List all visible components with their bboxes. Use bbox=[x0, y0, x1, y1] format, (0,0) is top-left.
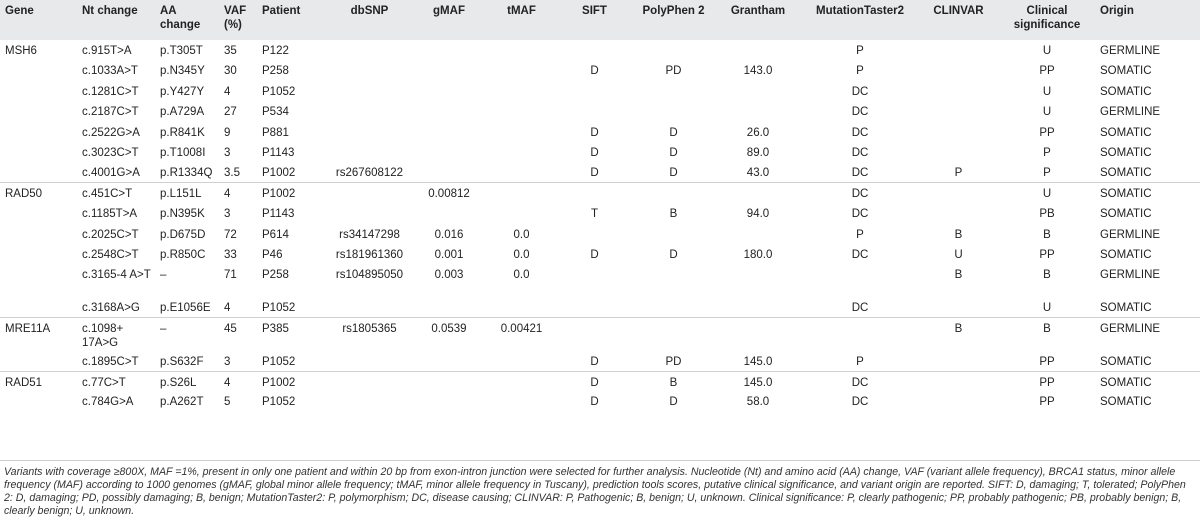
cell-dbsnp bbox=[327, 60, 411, 80]
cell-gmaf bbox=[411, 297, 486, 317]
cell-tmaf bbox=[486, 183, 556, 203]
table-row bbox=[0, 244, 1200, 264]
cell-patient: P122 bbox=[262, 45, 289, 57]
col-header-tmaf: tMAF bbox=[507, 5, 536, 17]
cell-origin: SOMATIC bbox=[1100, 146, 1152, 159]
cell-tmaf bbox=[486, 371, 556, 391]
col-header-grantham: Grantham bbox=[730, 5, 786, 17]
cell-tmaf bbox=[486, 203, 556, 223]
cell-gene bbox=[0, 81, 77, 101]
cell-patient: P881 bbox=[262, 126, 289, 139]
cell-clinical-significance: PP bbox=[1039, 396, 1055, 409]
cell-mutationtaster: P bbox=[856, 65, 864, 78]
cell-clinvar: U bbox=[954, 248, 963, 261]
cell-patient: P258 bbox=[262, 65, 289, 78]
cell-tmaf bbox=[486, 60, 556, 80]
col-header-dbsnp: dbSNP bbox=[350, 5, 389, 17]
cell-gmaf bbox=[411, 162, 486, 182]
cell-mutationtaster: DC bbox=[851, 376, 869, 389]
cell-vaf: 5 bbox=[224, 396, 231, 409]
cell-polyphen: PD bbox=[665, 65, 682, 78]
cell-vaf: 3 bbox=[224, 146, 231, 159]
cell-mutationtaster bbox=[801, 264, 918, 297]
cell-aa-change: p.A729A bbox=[160, 106, 205, 119]
cell-gene bbox=[0, 142, 77, 162]
cell-gmaf bbox=[411, 81, 486, 101]
cell-patient: P258 bbox=[262, 269, 289, 282]
cell-sift bbox=[556, 318, 632, 351]
cell-dbsnp bbox=[327, 122, 411, 142]
cell-sift: D bbox=[590, 248, 599, 261]
table-row bbox=[0, 371, 1200, 391]
cell-gene bbox=[0, 391, 77, 411]
col-header-sift: SIFT bbox=[582, 5, 607, 17]
cell-vaf: 30 bbox=[224, 65, 237, 78]
cell-nt-change: c.2548C>T bbox=[82, 248, 139, 261]
cell-gene bbox=[0, 60, 77, 80]
cell-tmaf bbox=[486, 81, 556, 101]
cell-origin: SOMATIC bbox=[1100, 248, 1152, 261]
cell-polyphen: B bbox=[669, 208, 678, 221]
cell-dbsnp bbox=[327, 371, 411, 391]
cell-tmaf bbox=[486, 142, 556, 162]
cell-polyphen bbox=[632, 40, 714, 60]
cell-tmaf bbox=[486, 40, 556, 60]
cell-vaf: 3.5 bbox=[224, 167, 240, 180]
cell-grantham: 180.0 bbox=[743, 248, 773, 261]
cell-mutationtaster: DC bbox=[851, 106, 869, 119]
cell-sift: D bbox=[590, 146, 599, 159]
cell-clinical-significance: U bbox=[1042, 106, 1052, 119]
cell-patient: P1052 bbox=[262, 355, 296, 368]
cell-aa-change: p.R841K bbox=[160, 126, 205, 139]
cell-gmaf bbox=[411, 142, 486, 162]
cell-aa-change: p.L151L bbox=[160, 188, 202, 201]
table-row bbox=[0, 162, 1200, 182]
cell-tmaf bbox=[486, 297, 556, 317]
cell-grantham: 26.0 bbox=[746, 126, 770, 139]
cell-patient: P1143 bbox=[262, 146, 295, 159]
cell-polyphen bbox=[632, 318, 714, 351]
cell-polyphen: B bbox=[669, 376, 678, 389]
table-footnote: Variants with coverage ≥800X, MAF =1%, present in only one patient and within 20 bp from exon-intron junction were selected for further analysis. Nucleotide (Nt) and amino acid (AA) change, VAF (variant allele frequency), BRCA1 status, minor allele frequency (MAF) according to 1000 genomes (gMAF, global minor allele frequency; tMAF, minor allele frequency in Tuscany), prediction tools scores, putative clinical significance, and variant origin are reported. SIFT: D, damaging; T, tolerated; PolyPhen 2: D, damaging; PD, possibly damaging; B, benign; MutationTaster2: P, polymorphism; DC, disease causing; CLINVAR: P, Pathogenic; B, benign; U, unknown. Clinical significance: P, clearly pathogenic; PP, probably pathogenic; PB, probably benign; B, clearly benign; U, unknown. bbox=[4, 466, 1186, 517]
cell-origin: SOMATIC bbox=[1100, 188, 1152, 201]
cell-origin: SOMATIC bbox=[1100, 208, 1152, 221]
cell-aa-change: p.E1056E bbox=[160, 302, 211, 315]
cell-aa-change: p.R1334Q bbox=[160, 167, 213, 180]
cell-patient: P1002 bbox=[262, 376, 296, 389]
cell-mutationtaster: DC bbox=[851, 208, 869, 221]
cell-vaf: 27 bbox=[224, 106, 237, 119]
table-row bbox=[0, 142, 1200, 162]
cell-grantham bbox=[714, 101, 801, 121]
cell-aa-change: p.R850C bbox=[160, 248, 206, 261]
cell-grantham: 58.0 bbox=[746, 396, 770, 409]
cell-patient: P46 bbox=[262, 248, 283, 261]
cell-sift: D bbox=[590, 396, 599, 409]
cell-mutationtaster: DC bbox=[851, 188, 869, 201]
cell-vaf: 9 bbox=[224, 126, 231, 139]
col-header-nt-change: Nt change bbox=[82, 5, 138, 17]
cell-patient: P1052 bbox=[262, 302, 296, 315]
cell-sift bbox=[556, 264, 632, 297]
cell-gene: RAD50 bbox=[5, 188, 43, 201]
cell-gene bbox=[0, 224, 77, 244]
cell-dbsnp bbox=[327, 297, 411, 317]
cell-vaf: 4 bbox=[224, 85, 231, 98]
cell-clinvar bbox=[918, 60, 998, 80]
cell-sift bbox=[556, 297, 632, 317]
table-row bbox=[0, 122, 1200, 142]
cell-clinvar bbox=[918, 40, 998, 60]
cell-grantham bbox=[714, 81, 801, 101]
cell-sift: D bbox=[590, 126, 599, 139]
cell-gene bbox=[0, 351, 77, 371]
cell-tmaf bbox=[486, 162, 556, 182]
cell-origin: GERMLINE bbox=[1100, 269, 1161, 282]
cell-tmaf bbox=[486, 101, 556, 121]
cell-clinvar: B bbox=[954, 323, 963, 336]
cell-origin: GERMLINE bbox=[1100, 45, 1161, 57]
cell-patient: P385 bbox=[262, 323, 289, 336]
cell-sift: T bbox=[590, 208, 599, 221]
table-row bbox=[0, 60, 1200, 80]
cell-gmaf bbox=[411, 391, 486, 411]
cell-grantham bbox=[714, 183, 801, 203]
cell-gmaf: 0.00812 bbox=[428, 188, 470, 201]
table-row bbox=[0, 318, 1200, 351]
cell-polyphen bbox=[632, 297, 714, 317]
cell-nt-change: c.915T>A bbox=[82, 45, 132, 57]
col-header-clinvar: CLINVAR bbox=[933, 5, 984, 17]
cell-aa-change: p.N395K bbox=[160, 208, 205, 221]
cell-dbsnp bbox=[327, 40, 411, 60]
cell-grantham bbox=[714, 40, 801, 60]
cell-nt-change: c.1098+ 17A>G bbox=[82, 323, 124, 350]
col-header-origin: Origin bbox=[1100, 5, 1134, 17]
cell-vaf: 4 bbox=[224, 376, 231, 389]
cell-gene bbox=[0, 297, 77, 317]
col-header-aa-change: AA change bbox=[160, 5, 201, 31]
cell-gmaf: 0.016 bbox=[434, 228, 464, 241]
cell-sift bbox=[556, 40, 632, 60]
cell-vaf: 4 bbox=[224, 302, 231, 315]
cell-gene: RAD51 bbox=[5, 376, 43, 389]
col-header-gmaf: gMAF bbox=[433, 5, 465, 17]
cell-dbsnp: rs267608122 bbox=[335, 167, 404, 180]
cell-origin: SOMATIC bbox=[1100, 355, 1152, 368]
cell-nt-change: c.2187C>T bbox=[82, 106, 139, 119]
cell-polyphen: D bbox=[669, 248, 678, 261]
cell-aa-change: p.A262T bbox=[160, 396, 204, 409]
cell-gmaf bbox=[411, 60, 486, 80]
cell-grantham bbox=[714, 224, 801, 244]
cell-dbsnp bbox=[327, 142, 411, 162]
cell-aa-change: p.S26L bbox=[160, 376, 197, 389]
table-row bbox=[0, 101, 1200, 121]
col-header-clinical-significance: Clinical significance bbox=[1013, 5, 1081, 31]
cell-clinical-significance: P bbox=[1043, 146, 1051, 159]
cell-gmaf: 0.003 bbox=[434, 269, 464, 282]
col-header-gene: Gene bbox=[5, 5, 34, 17]
cell-gene bbox=[0, 101, 77, 121]
cell-nt-change: c.4001G>A bbox=[82, 167, 140, 180]
cell-mutationtaster: DC bbox=[851, 248, 869, 261]
cell-dbsnp bbox=[327, 81, 411, 101]
table-row bbox=[0, 183, 1200, 203]
cell-clinical-significance: PP bbox=[1039, 355, 1055, 368]
cell-polyphen bbox=[632, 264, 714, 297]
cell-gene bbox=[0, 264, 77, 297]
cell-grantham bbox=[714, 264, 801, 297]
cell-origin: SOMATIC bbox=[1100, 167, 1152, 180]
cell-patient: P1052 bbox=[262, 396, 296, 409]
cell-tmaf bbox=[486, 122, 556, 142]
cell-clinical-significance: U bbox=[1042, 85, 1052, 98]
cell-clinical-significance: B bbox=[1043, 228, 1051, 241]
cell-clinvar bbox=[918, 142, 998, 162]
cell-gene: MRE11A bbox=[5, 323, 51, 336]
cell-vaf: 45 bbox=[224, 323, 237, 336]
cell-clinvar bbox=[918, 351, 998, 371]
cell-grantham: 145.0 bbox=[743, 376, 773, 389]
cell-clinvar bbox=[918, 122, 998, 142]
cell-dbsnp bbox=[327, 183, 411, 203]
cell-polyphen: D bbox=[669, 126, 678, 139]
cell-grantham bbox=[714, 297, 801, 317]
cell-sift: D bbox=[590, 355, 599, 368]
cell-vaf: 35 bbox=[224, 45, 237, 57]
cell-clinvar: B bbox=[954, 228, 963, 241]
cell-mutationtaster: P bbox=[856, 228, 864, 241]
cell-gmaf bbox=[411, 371, 486, 391]
cell-nt-change: c.1895C>T bbox=[82, 355, 139, 368]
cell-clinvar: B bbox=[954, 269, 963, 282]
cell-nt-change: c.2522G>A bbox=[82, 126, 140, 139]
col-header-polyphen: PolyPhen 2 bbox=[642, 5, 705, 17]
cell-origin: SOMATIC bbox=[1100, 85, 1152, 98]
cell-dbsnp: rs34147298 bbox=[339, 228, 400, 241]
cell-clinical-significance: B bbox=[1043, 323, 1051, 336]
cell-gmaf: 0.0539 bbox=[431, 323, 467, 336]
cell-nt-change: c.784G>A bbox=[82, 396, 134, 409]
cell-grantham: 94.0 bbox=[746, 208, 770, 221]
cell-nt-change: c.3168A>G bbox=[82, 302, 140, 315]
table-row bbox=[0, 81, 1200, 101]
cell-polyphen bbox=[632, 101, 714, 121]
cell-mutationtaster: DC bbox=[851, 396, 869, 409]
cell-sift: D bbox=[590, 167, 599, 180]
cell-dbsnp bbox=[327, 391, 411, 411]
table-row bbox=[0, 40, 1200, 60]
cell-nt-change: c.2025C>T bbox=[82, 228, 139, 241]
cell-clinical-significance: U bbox=[1042, 302, 1052, 315]
cell-nt-change: c.1185T>A bbox=[82, 208, 138, 221]
cell-vaf: 3 bbox=[224, 208, 231, 221]
cell-patient: P1002 bbox=[262, 188, 296, 201]
cell-aa-change: p.D675D bbox=[160, 228, 206, 241]
cell-sift bbox=[556, 81, 632, 101]
cell-grantham: 43.0 bbox=[746, 167, 770, 180]
cell-sift bbox=[556, 224, 632, 244]
cell-vaf: 71 bbox=[224, 269, 237, 282]
cell-nt-change: c.1033A>T bbox=[82, 65, 138, 78]
cell-mutationtaster: P bbox=[856, 355, 864, 368]
cell-mutationtaster: DC bbox=[851, 85, 869, 98]
cell-polyphen bbox=[632, 224, 714, 244]
table-body bbox=[0, 40, 1200, 412]
cell-tmaf: 0.00421 bbox=[500, 323, 543, 336]
cell-clinvar bbox=[918, 101, 998, 121]
footnote-divider bbox=[0, 460, 1200, 461]
header-row bbox=[0, 0, 1200, 40]
cell-nt-change: c.3023C>T bbox=[82, 146, 139, 159]
cell-tmaf bbox=[486, 391, 556, 411]
cell-mutationtaster: DC bbox=[851, 126, 869, 139]
cell-sift: D bbox=[590, 65, 599, 78]
cell-origin: GERMLINE bbox=[1100, 323, 1161, 336]
cell-origin: GERMLINE bbox=[1100, 228, 1161, 241]
cell-clinvar bbox=[918, 371, 998, 391]
col-header-mutationtaster: MutationTaster2 bbox=[816, 5, 904, 17]
cell-vaf: 3 bbox=[224, 355, 231, 368]
cell-clinvar bbox=[918, 203, 998, 223]
cell-tmaf bbox=[486, 351, 556, 371]
cell-polyphen bbox=[632, 183, 714, 203]
cell-sift bbox=[556, 183, 632, 203]
cell-sift: D bbox=[590, 376, 599, 389]
cell-patient: P1052 bbox=[262, 85, 296, 98]
cell-patient: P534 bbox=[262, 106, 289, 119]
cell-grantham: 143.0 bbox=[743, 65, 773, 78]
cell-nt-change: c.3165-4 A>T bbox=[82, 269, 151, 282]
cell-dbsnp bbox=[327, 101, 411, 121]
table-row bbox=[0, 351, 1200, 371]
cell-gmaf bbox=[411, 40, 486, 60]
cell-gene bbox=[0, 203, 77, 223]
cell-mutationtaster: P bbox=[856, 45, 864, 57]
cell-gmaf bbox=[411, 203, 486, 223]
cell-nt-change: c.451C>T bbox=[82, 188, 133, 201]
cell-dbsnp: rs104895050 bbox=[335, 269, 404, 282]
cell-vaf: 4 bbox=[224, 188, 231, 201]
cell-gmaf bbox=[411, 351, 486, 371]
cell-polyphen bbox=[632, 81, 714, 101]
cell-gene bbox=[0, 122, 77, 142]
cell-aa-change: p.S632F bbox=[160, 355, 204, 368]
table-row bbox=[0, 224, 1200, 244]
cell-mutationtaster: DC bbox=[851, 167, 869, 180]
cell-vaf: 33 bbox=[224, 248, 237, 261]
cell-gene bbox=[0, 244, 77, 264]
cell-clinical-significance: PP bbox=[1039, 65, 1055, 78]
cell-patient: P1002 bbox=[262, 167, 296, 180]
cell-dbsnp bbox=[327, 203, 411, 223]
cell-nt-change: c.77C>T bbox=[82, 376, 126, 389]
cell-patient: P1143 bbox=[262, 208, 295, 221]
cell-aa-change: p.N345Y bbox=[160, 65, 205, 78]
cell-clinvar bbox=[918, 391, 998, 411]
cell-mutationtaster: DC bbox=[851, 146, 869, 159]
cell-origin: SOMATIC bbox=[1100, 376, 1152, 389]
cell-clinical-significance: B bbox=[1043, 269, 1051, 282]
cell-dbsnp: rs1805365 bbox=[342, 323, 397, 336]
col-header-patient: Patient bbox=[262, 5, 301, 17]
cell-origin: SOMATIC bbox=[1100, 65, 1152, 78]
cell-aa-change: p.T1008I bbox=[160, 146, 206, 159]
cell-dbsnp: rs181961360 bbox=[335, 248, 404, 261]
cell-origin: SOMATIC bbox=[1100, 396, 1152, 409]
cell-clinical-significance: PP bbox=[1039, 376, 1055, 389]
cell-gmaf: 0.001 bbox=[434, 248, 464, 261]
table-row bbox=[0, 264, 1200, 297]
cell-vaf: 72 bbox=[224, 228, 237, 241]
cell-tmaf: 0.0 bbox=[513, 269, 530, 282]
cell-grantham: 89.0 bbox=[746, 146, 770, 159]
cell-clinical-significance: U bbox=[1042, 45, 1052, 57]
cell-origin: SOMATIC bbox=[1100, 302, 1152, 315]
table-row bbox=[0, 297, 1200, 317]
cell-clinvar bbox=[918, 297, 998, 317]
cell-aa-change: – bbox=[160, 269, 167, 282]
cell-nt-change: c.1281C>T bbox=[82, 85, 139, 98]
cell-polyphen: D bbox=[669, 396, 678, 409]
cell-gene: MSH6 bbox=[5, 45, 37, 57]
table-row bbox=[0, 203, 1200, 223]
cell-patient: P614 bbox=[262, 228, 289, 241]
cell-clinvar bbox=[918, 81, 998, 101]
cell-clinical-significance: PB bbox=[1039, 208, 1055, 221]
cell-polyphen: D bbox=[669, 167, 678, 180]
cell-clinical-significance: PP bbox=[1039, 248, 1055, 261]
cell-grantham: 145.0 bbox=[743, 355, 773, 368]
table-row bbox=[0, 391, 1200, 411]
cell-origin: SOMATIC bbox=[1100, 126, 1152, 139]
cell-polyphen: PD bbox=[665, 355, 682, 368]
cell-aa-change: p.Y427Y bbox=[160, 85, 205, 98]
cell-mutationtaster bbox=[801, 318, 918, 351]
cell-gmaf bbox=[411, 122, 486, 142]
cell-grantham bbox=[714, 318, 801, 351]
cell-tmaf: 0.0 bbox=[513, 228, 530, 241]
cell-clinvar bbox=[918, 183, 998, 203]
cell-clinvar: P bbox=[954, 167, 963, 180]
cell-clinical-significance: PP bbox=[1039, 126, 1055, 139]
cell-tmaf: 0.0 bbox=[513, 248, 530, 261]
cell-aa-change: – bbox=[160, 323, 167, 336]
cell-dbsnp bbox=[327, 351, 411, 371]
col-header-vaf: VAF (%) bbox=[224, 5, 247, 31]
cell-gmaf bbox=[411, 101, 486, 121]
cell-clinical-significance: U bbox=[1042, 188, 1052, 201]
cell-origin: GERMLINE bbox=[1100, 106, 1161, 119]
cell-clinical-significance: P bbox=[1043, 167, 1051, 180]
cell-gene bbox=[0, 162, 77, 182]
cell-aa-change: p.T305T bbox=[160, 45, 203, 57]
cell-mutationtaster: DC bbox=[851, 302, 869, 315]
cell-polyphen: D bbox=[669, 146, 678, 159]
cell-sift bbox=[556, 101, 632, 121]
